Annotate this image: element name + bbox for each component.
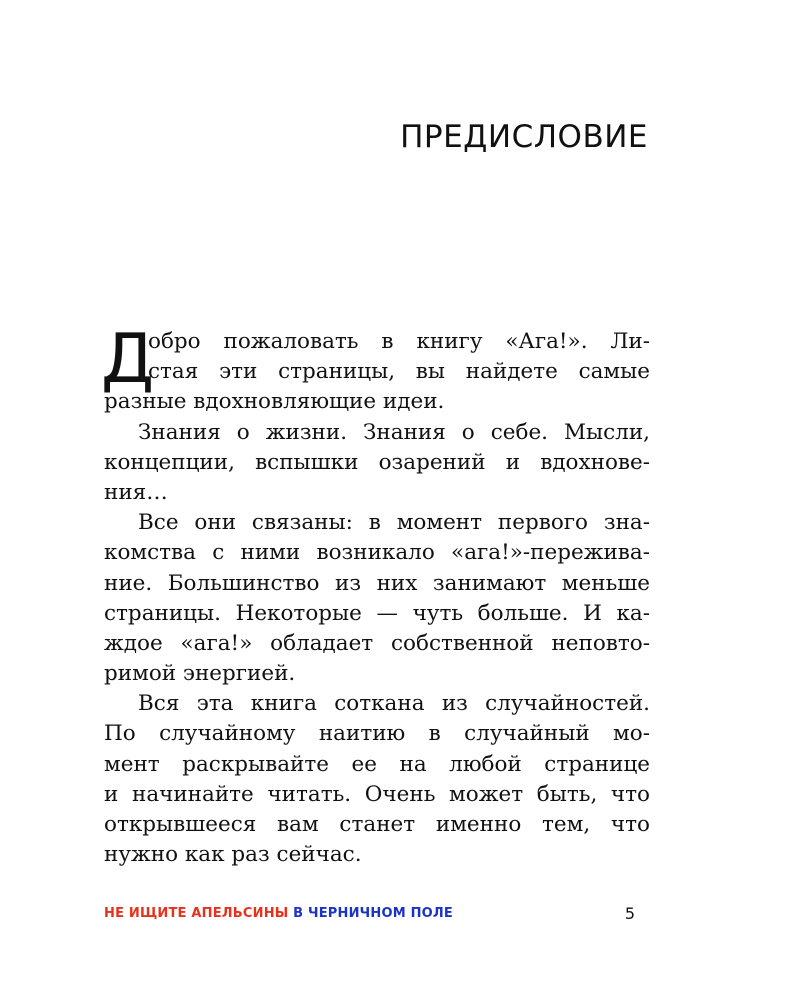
page-title: ПРЕДИСЛОВИЕ (400, 119, 648, 155)
footer-title-red: НЕ ИЩИТЕ АПЕЛЬСИНЫ (104, 906, 289, 921)
text-line: стая эти страницы, вы найдете самые (148, 359, 650, 385)
text-line: По случайному наитию в случайный мо- (104, 721, 650, 747)
text-line: обро пожаловать в книгу «Ага!». Ли- (148, 329, 650, 354)
text-line: открывшееся вам станет именно тем, что (104, 812, 650, 837)
text-line: ния… (104, 479, 168, 505)
body-text (101, 320, 650, 870)
page-number: 5 (624, 904, 635, 923)
text-line: разные вдохновляющие идеи. (104, 389, 445, 415)
text-line: нужно как раз сейчас. (104, 842, 362, 868)
text-line: концепции, вспышки озарений и вдохнове- (104, 449, 650, 475)
text-line: ние. Большинство из них занимают меньше (104, 570, 650, 596)
text-line: римой энергией. (104, 661, 296, 687)
footer-title-blue: В ЧЕРНИЧНОМ ПОЛЕ (288, 906, 453, 921)
text-line: комства с ними возникало «ага!»-пережива- (104, 540, 650, 566)
text-line: страницы. Некоторые — чуть больше. И ка- (104, 600, 650, 626)
text-line: Знания о жизни. Знания о себе. Мысли, (138, 419, 650, 445)
text-line: мент раскрывайте ее на любой странице (104, 751, 650, 777)
text-line: Все они связаны: в момент первого зна- (138, 510, 650, 536)
drop-cap: Д (101, 320, 155, 399)
text-line: и начинайте читать. Очень может быть, что (104, 781, 650, 807)
text-line: ждое «ага!» обладает собственной неповто- (104, 630, 650, 656)
running-footer (104, 906, 453, 921)
text-line: Вся эта книга соткана из случайностей. (138, 691, 650, 717)
